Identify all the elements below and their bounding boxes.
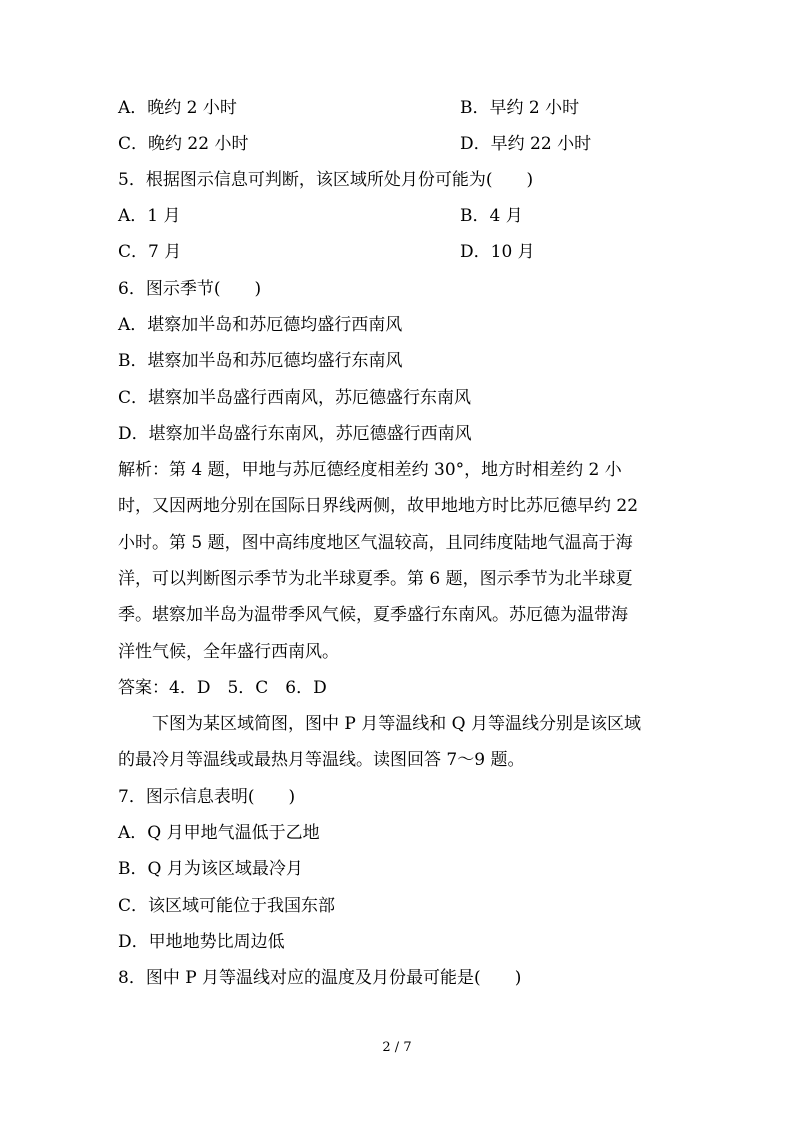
q5-option-c: C．7 月 — [118, 242, 182, 262]
q7-option-d: D．甲地地势比周边低 — [118, 932, 285, 952]
intro-line: 的最冷月等温线或最热月等温线。读图回答 7～9 题。 — [118, 750, 525, 770]
q4-option-d: D．早约 22 小时 — [460, 134, 592, 154]
answer-line: 答案：4．D 5．C 6．D — [118, 678, 327, 698]
q6-option-c: C．堪察加半岛盛行西南风，苏厄德盛行东南风 — [118, 388, 472, 408]
q5-option-a: A．1 月 — [118, 206, 181, 226]
analysis-line: 时，又因两地分别在国际日界线两侧，故甲地地方时比苏厄德早约 22 — [118, 496, 639, 516]
q6-option-d: D．堪察加半岛盛行东南风，苏厄德盛行西南风 — [118, 424, 472, 444]
q6-stem: 6．图示季节( ) — [118, 279, 262, 299]
q4-option-c: C．晚约 22 小时 — [118, 134, 249, 154]
analysis-line: 解析：第 4 题，甲地与苏厄德经度相差约 30°，地方时相差约 2 小 — [118, 460, 622, 480]
intro-line: 下图为某区域简图，图中 P 月等温线和 Q 月等温线分别是该区域 — [118, 714, 641, 734]
q5-option-d: D．10 月 — [460, 242, 535, 262]
q5-option-b: B．4 月 — [460, 206, 523, 226]
analysis-line: 洋性气候，全年盛行西南风。 — [118, 642, 339, 662]
q7-option-c: C．该区域可能位于我国东部 — [118, 896, 336, 916]
q6-option-b: B．堪察加半岛和苏厄德均盛行东南风 — [118, 351, 403, 371]
q6-option-a: A．堪察加半岛和苏厄德均盛行西南风 — [118, 315, 403, 335]
q4-option-b: B．早约 2 小时 — [460, 98, 580, 118]
q8-stem: 8．图中 P 月等温线对应的温度及月份最可能是( ) — [118, 968, 522, 988]
q7-option-b: B．Q 月为该区域最冷月 — [118, 859, 303, 879]
analysis-line: 季。堪察加半岛为温带季风气候，夏季盛行东南风。苏厄德为温带海 — [118, 605, 628, 625]
q4-option-a: A．晚约 2 小时 — [118, 98, 237, 118]
analysis-line: 洋，可以判断图示季节为北半球夏季。第 6 题，图示季节为北半球夏 — [118, 569, 633, 589]
q5-stem: 5．根据图示信息可判断，该区域所处月份可能为( ) — [118, 170, 534, 190]
q7-stem: 7．图示信息表明( ) — [118, 787, 296, 807]
page-number: 2 / 7 — [382, 1040, 412, 1055]
analysis-line: 小时。第 5 题，图中高纬度地区气温较高，且同纬度陆地气温高于海 — [118, 533, 633, 553]
q7-option-a: A．Q 月甲地气温低于乙地 — [118, 823, 320, 843]
